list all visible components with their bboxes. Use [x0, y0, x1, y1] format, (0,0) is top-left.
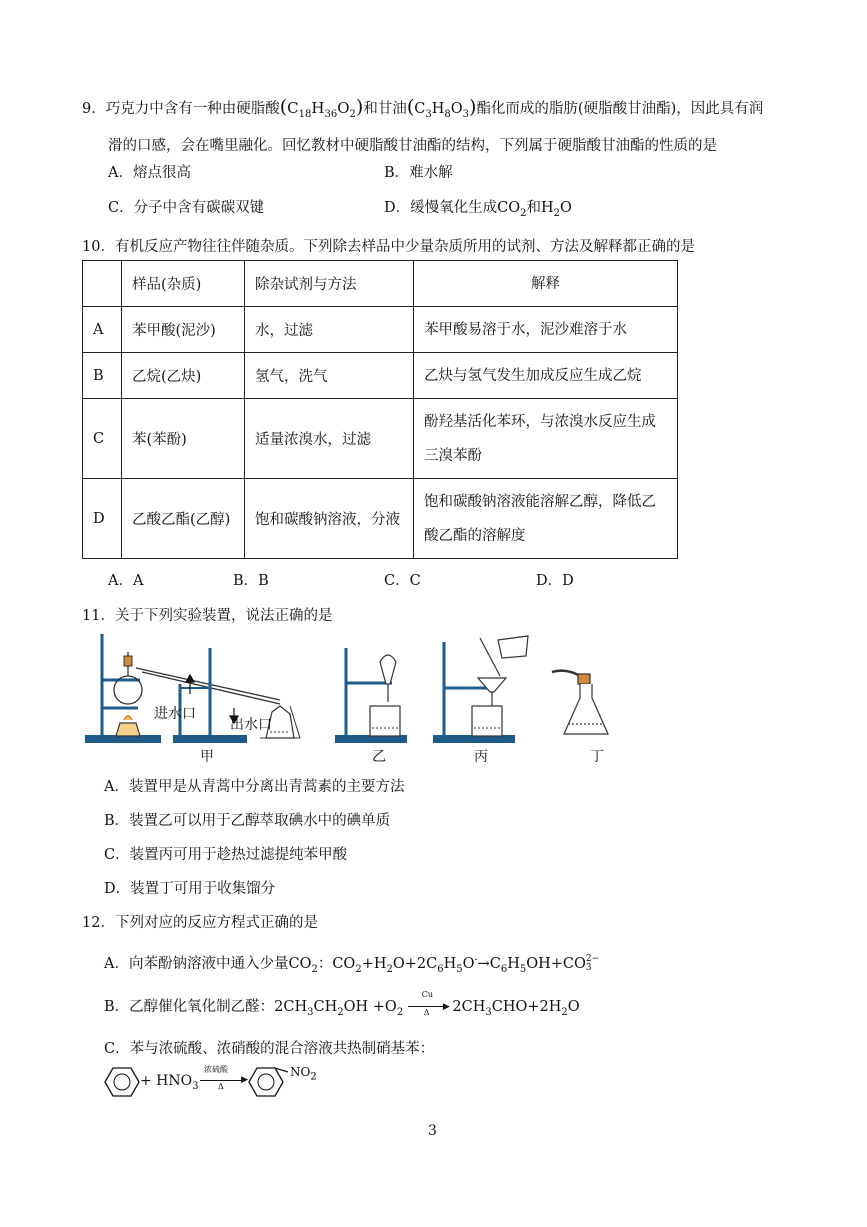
table-header-cell: 解释: [414, 261, 678, 307]
table-cell-explain: [414, 479, 678, 559]
q12-stem: 12．下列对应的反应方程式正确的是: [82, 915, 318, 931]
condition-top: 浓硫酸: [204, 1065, 228, 1074]
label-water-outlet: 出水口: [230, 717, 272, 733]
page-number: 3: [428, 1123, 437, 1139]
label-jia: 甲: [200, 749, 214, 765]
condition-top: Cu: [421, 990, 434, 999]
q11-option-a: A．装置甲是从青蒿中分离出青蒿素的主要方法: [104, 779, 405, 795]
q9-stem-line2: 滑的口感，会在嘴里融化。回忆教材中硬脂酸甘油酯的结构，下列属于硬脂酸甘油酯的性质的是: [108, 138, 717, 154]
explain-line-1: 饱和碳酸钠溶液能溶解乙醇，降低乙: [424, 493, 656, 510]
table-header-cell: [83, 261, 122, 307]
benzene-ring-icon: [104, 1066, 140, 1098]
table-cell-label: D: [83, 479, 122, 559]
table-cell-explain: [414, 399, 678, 479]
q11-stem: 11．关于下列实验装置，说法正确的是: [82, 608, 333, 624]
q9-option-a: A．熔点很高: [108, 165, 191, 181]
apparatus-ding: [552, 671, 608, 734]
q10-table: [82, 260, 678, 559]
condition-bottom: Δ: [423, 1008, 430, 1017]
q10-option-b: B．B: [233, 573, 269, 589]
table-cell-label: C: [83, 399, 122, 479]
q10-stem: 10．有机反应产物往往伴随杂质。下列除去样品中少量杂质所用的试剂、方法及解释都正确的是: [82, 239, 695, 255]
table-cell-label: B: [83, 353, 122, 399]
q9-stem-part1: 9．巧克力中含有一种由硬脂酸: [82, 101, 280, 117]
q9-stearic-acid-formula: $(C_{18}H_{36}O_2)$: [279, 96, 364, 120]
q12-option-b: B．乙醇催化氧化制乙醛：$2CH_3CH_2OH +O_2$ Cu ▶ Δ $2CH_3CHO+2H_2O$: [104, 990, 580, 1018]
table-cell-sample: 苯甲酸(泥沙): [122, 307, 245, 353]
q9-stem-part3: 酯化而成的脂肪(硬脂酸甘油酯)，因此具有润: [476, 101, 764, 117]
q10-option-c: C．C: [384, 573, 421, 589]
condition-bottom: Δ: [218, 1082, 224, 1091]
label-water-inlet: 进水口: [154, 706, 196, 722]
q11-apparatus-figure: [80, 628, 700, 768]
q10-option-d: D．D: [536, 573, 574, 589]
q11-option-b: B．装置乙可以用于乙醇萃取碘水中的碘单质: [104, 813, 391, 829]
q9-glycerol-formula: $(C_3H_8O_3)$: [406, 96, 477, 120]
table-cell-explain: 苯甲酸易溶于水，泥沙难溶于水: [414, 307, 678, 353]
q9-option-d: D．缓慢氧化生成$CO_2$和$H_2O$: [384, 200, 572, 219]
q11-option-d: D．装置丁可用于收集馏分: [104, 881, 276, 897]
apparatus-bing: [434, 636, 528, 742]
q10-option-a: A．A: [108, 573, 144, 589]
table-header-cell: 除杂试剂与方法: [245, 261, 414, 307]
label-bing: 丙: [474, 749, 488, 765]
table-cell-method: 水，过滤: [245, 307, 414, 353]
table-cell-sample: 苯(苯酚): [122, 399, 245, 479]
table-cell-explain: 乙炔与氢气发生加成反应生成乙烷: [414, 353, 678, 399]
table-header-row: [83, 261, 678, 307]
table-row: [83, 353, 678, 399]
table-header-cell: 样品(杂质): [122, 261, 245, 307]
table-cell-sample: 乙酸乙酯(乙醇): [122, 479, 245, 559]
q12-option-c: C．苯与浓硫酸、浓硝酸的混合溶液共热制硝基苯：: [104, 1041, 435, 1057]
q11-option-c: C．装置丙可用于趁热过滤提纯苯甲酸: [104, 847, 348, 863]
label-yi: 乙: [372, 749, 386, 765]
explain-line-2: 三溴苯酚: [424, 447, 482, 464]
explain-line-1: 酚羟基活化苯环，与浓溴水反应生成: [424, 413, 656, 430]
q9-stem-line1: [82, 96, 763, 120]
q12-option-a: A．向苯酚钠溶液中通入少量$CO_2$：$CO_2+H_2O+2C_6H_5O^-\to C_6H_5OH+CO$ 2− 3: [104, 954, 600, 975]
table-cell-sample: 乙烷(乙炔): [122, 353, 245, 399]
reaction-arrow-nitration: 浓硫酸 ▶ Δ: [200, 1070, 246, 1092]
table-cell-method: 氢气，洗气: [245, 353, 414, 399]
table-cell-method: 饱和碳酸钠溶液，分液: [245, 479, 414, 559]
q9-option-b: B．难水解: [384, 165, 453, 181]
reaction-arrow-cu: Cu ▶ Δ: [408, 1000, 448, 1014]
apparatus-yi: [336, 648, 406, 742]
table-cell-label: A: [83, 307, 122, 353]
table-cell-method: 适量浓溴水，过滤: [245, 399, 414, 479]
table-row: [83, 307, 678, 353]
table-row: [83, 479, 678, 559]
q9-stem-part2: 和甘油: [363, 101, 407, 117]
q12-c-reagent: + $HNO_3$: [140, 1073, 199, 1092]
label-ding: 丁: [590, 749, 604, 765]
q9-option-c: C．分子中含有碳碳双键: [108, 200, 265, 216]
explain-line-2: 酸乙酯的溶解度: [424, 527, 526, 544]
table-row: [83, 399, 678, 479]
q12-c-product-group: $NO_2$: [290, 1065, 317, 1083]
